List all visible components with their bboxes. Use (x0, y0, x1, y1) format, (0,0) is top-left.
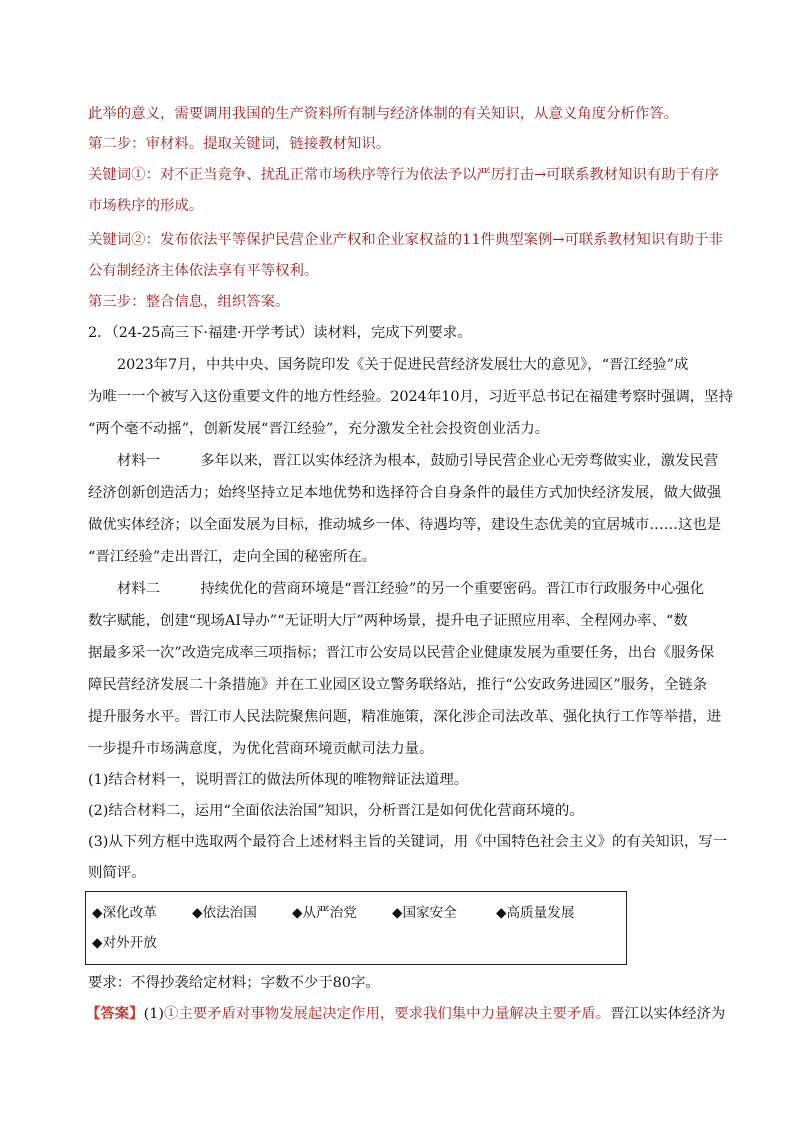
material-1-line (117, 451, 719, 471)
analysis-keyword-1: 关键词①：对不正当竞争、扰乱正常市场秩序等行为依法予以严厉打击→可联系教材知识有助于有序 (88, 167, 719, 183)
answer-key-point: ①主要矛盾对事物发展起决定作用，要求我们集中力量解决主要矛盾。 (163, 1006, 611, 1022)
material-1-line: 经济创新创造活力；始终坚持立足本地优势和选择符合自身条件的最佳方式加快经济发展，做大做强 (88, 485, 722, 501)
question-header: 2．（24-25高三下·福建·开学考试）读材料，完成下列要求。 (88, 325, 472, 341)
analysis-step-3: 第三步：整合信息，组织答案。 (88, 294, 290, 310)
material-2-line (117, 579, 710, 599)
material-1-line: “晋江经验”走出晋江，走向全国的秘密所在。 (88, 549, 377, 565)
answer-index: (1) (143, 1006, 164, 1022)
material-2-line: 障民营经济发展二十条措施》并在工业园区设立警务联络站，推行“公安政务进园区”服务，全链条 (88, 677, 708, 693)
keyword-option: ◆从严治党 (292, 905, 357, 921)
answer-tag: 【答案】 (86, 1005, 144, 1022)
analysis-line: 此举的意义，需要调用我国的生产资料所有制与经济体制的有关知识，从意义角度分析作答。 (88, 106, 679, 122)
sub-question-1: (1)结合材料一，说明晋江的做法所体现的唯物辩证法道理。 (88, 772, 469, 788)
material-2-line: 提升服务水平。晋江市人民法院聚焦问题，精准施策，深化涉企司法改革、强化执行工作等举措，进 (88, 709, 722, 725)
analysis-keyword-2: 关键词②：发布依法平等保护民营企业产权和企业家权益的11件典型案例→可联系教材知识有助于非 (88, 232, 723, 248)
intro-line: “两个毫不动摇”，创新发展“晋江经验”，充分激发全社会投资创业活力。 (88, 421, 550, 437)
keyword-box (85, 891, 627, 965)
material-2-line: 据最多采一次”改造完成率三项指标；晋江市公安局以民营企业健康发展为重要任务，出台《服务保 (88, 645, 715, 661)
keyword-option: ◆深化改革 (92, 905, 157, 921)
analysis-keyword-1-cont: 市场秩序的形成。 (88, 198, 204, 214)
keyword-option: ◆对外开放 (92, 935, 157, 951)
sub-question-2: (2)结合材料二，运用“全面依法治国”知识，分析晋江是如何优化营商环境的。 (88, 803, 584, 819)
material-1-text: 多年以来，晋江以实体经济为根本，鼓励引导民营企业心无旁骛做实业，激发民营 (200, 453, 719, 469)
material-1-label: 材料一 (117, 453, 161, 469)
keyword-option: ◆依法治国 (192, 905, 257, 921)
material-2-line: 数字赋能，创建“现场AI导办”“无证明大厅”两种场景，提升电子证照应用率、全程网办率、“数 (88, 613, 688, 629)
material-2-label: 材料二 (117, 581, 161, 597)
keyword-option: ◆国家安全 (392, 905, 457, 921)
material-2-line: 一步提升市场满意度，为优化营商环境贡献司法力量。 (88, 741, 434, 757)
intro-line: 2023年7月，中共中央、国务院印发《关于促进民营经济发展壮大的意见》，“晋江经验”成 (117, 357, 689, 373)
material-2-text: 持续优化的营商环境是“晋江经验”的另一个重要密码。晋江市行政服务中心强化 (200, 581, 705, 597)
analysis-step-2: 第二步：审材料。提取关键词，链接教材知识。 (88, 136, 391, 152)
answer-text: 晋江以实体经济为 (610, 1006, 726, 1022)
sub-question-3: (3)从下列方框中选取两个最符合上述材料主旨的关键词，用《中国特色社会主义》的有关知识，写一 (88, 834, 728, 850)
intro-line: 为唯一一个被写入这份重要文件的地方性经验。2024年10月，习近平总书记在福建考察时强调，坚持 (88, 389, 733, 405)
answer-line (86, 1004, 726, 1024)
analysis-keyword-2-cont: 公有制经济主体依法享有平等权利。 (88, 263, 319, 279)
sub-question-3-cont: 则简评。 (88, 865, 146, 881)
keyword-option: ◆高质量发展 (496, 905, 575, 921)
material-1-line: 做优实体经济；以全面发展为目标，推动城乡一体、待遇均等，建设生态优美的宜居城市……这也是 (88, 517, 722, 533)
requirement-text: 要求：不得抄袭给定材料；字数不少于80字。 (88, 975, 380, 991)
